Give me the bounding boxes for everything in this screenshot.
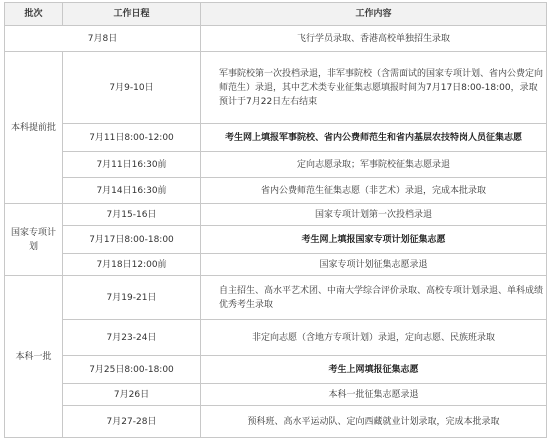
schedule-date: 7月26日 xyxy=(63,384,201,406)
schedule-date: 7月23-24日 xyxy=(63,320,201,356)
table-row xyxy=(5,356,547,384)
schedule-content: 国家专项计划第一次投档录退 xyxy=(201,204,547,226)
schedule-content: 考生上网填报征集志愿 xyxy=(201,356,547,384)
schedule-table-container xyxy=(4,2,546,438)
table-header-row xyxy=(5,3,547,26)
header-schedule: 工作日程 xyxy=(63,3,201,26)
table-row xyxy=(5,384,547,406)
header-content: 工作内容 xyxy=(201,3,547,26)
schedule-content: 省内公费师范生征集志愿（非艺术）录退，完成本批录取 xyxy=(201,178,547,204)
schedule-content: 非定向志愿（含地方专项计划）录退，定向志愿、民族班录取 xyxy=(201,320,547,356)
table-row xyxy=(5,124,547,152)
table-row xyxy=(5,152,547,178)
schedule-content: 定向志愿录取；军事院校征集志愿录退 xyxy=(201,152,547,178)
table-row xyxy=(5,226,547,254)
table-row xyxy=(5,254,547,276)
table-row xyxy=(5,204,547,226)
admission-schedule-table xyxy=(4,2,547,438)
schedule-content: 本科一批征集志愿录退 xyxy=(201,384,547,406)
schedule-content: 飞行学员录取、香港高校单独招生录取 xyxy=(201,26,547,52)
schedule-content: 考生网上填报国家专项计划征集志愿 xyxy=(201,226,547,254)
schedule-content: 国家专项计划征集志愿录退 xyxy=(201,254,547,276)
schedule-date: 7月8日 xyxy=(5,26,201,52)
schedule-content: 自主招生、高水平艺术团、中南大学综合评价录取、高校专项计划录退、单科成绩优秀考生录取 xyxy=(201,276,547,320)
table-row xyxy=(5,320,547,356)
table-row xyxy=(5,178,547,204)
schedule-content: 预科班、高水平运动队、定向西藏就业计划录取，完成本批录取 xyxy=(201,406,547,438)
schedule-content: 考生网上填报军事院校、省内公费师范生和省内基层农技特岗人员征集志愿 xyxy=(201,124,547,152)
schedule-date: 7月25日8:00-18:00 xyxy=(63,356,201,384)
schedule-date: 7月18日12:00前 xyxy=(63,254,201,276)
batch-national-special: 国家专项计划 xyxy=(5,204,63,276)
table-row xyxy=(5,26,547,52)
table-row xyxy=(5,406,547,438)
schedule-date: 7月27-28日 xyxy=(63,406,201,438)
batch-early-undergrad: 本科提前批 xyxy=(5,52,63,204)
schedule-date: 7月9-10日 xyxy=(63,52,201,124)
schedule-date: 7月15-16日 xyxy=(63,204,201,226)
table-row xyxy=(5,52,547,124)
table-row xyxy=(5,276,547,320)
schedule-date: 7月19-21日 xyxy=(63,276,201,320)
batch-first-undergrad: 本科一批 xyxy=(5,276,63,438)
schedule-date: 7月11日16:30前 xyxy=(63,152,201,178)
schedule-content: 军事院校第一次投档录退，非军事院校（含需面试的国家专项计划、省内公费定向师范生）录退，其中艺术类专业征集志愿填报时间为7月17日8:00-18:00，录取预计于7月22日左右结束 xyxy=(201,52,547,124)
schedule-date: 7月11日8:00-12:00 xyxy=(63,124,201,152)
schedule-date: 7月17日8:00-18:00 xyxy=(63,226,201,254)
header-batch: 批次 xyxy=(5,3,63,26)
schedule-date: 7月14日16:30前 xyxy=(63,178,201,204)
